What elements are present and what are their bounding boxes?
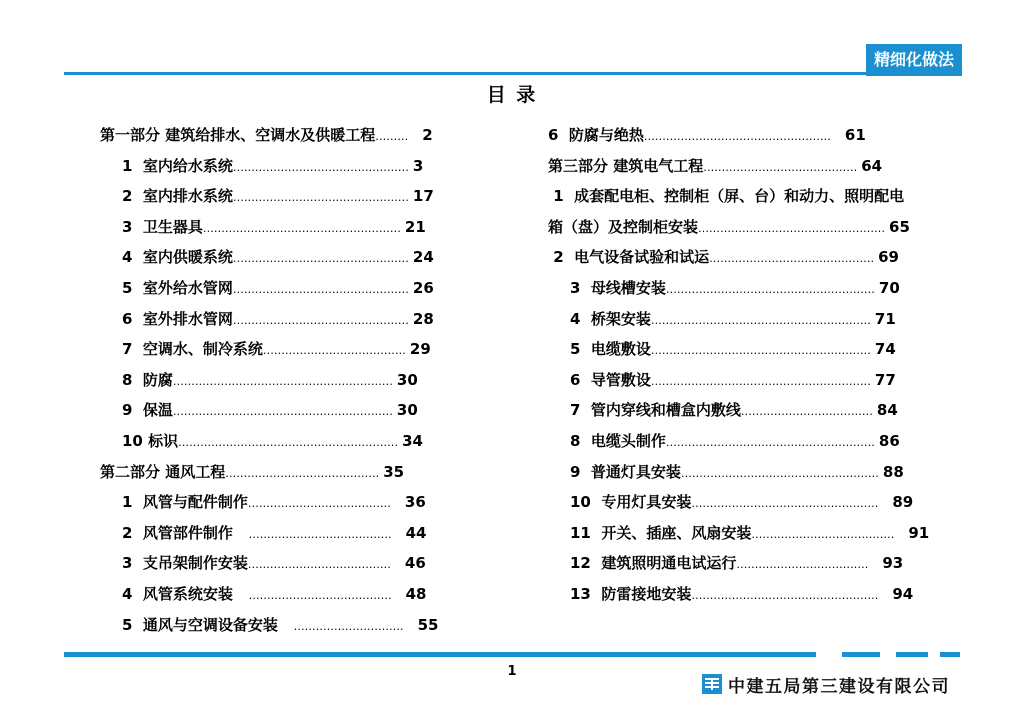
toc-entry-leader: ……………………………… xyxy=(740,405,873,419)
toc-entry xyxy=(100,120,500,151)
toc-entry xyxy=(548,334,978,365)
toc-entry xyxy=(100,365,500,396)
toc-entry xyxy=(548,242,978,273)
toc-entry-label: 5 电缆敷设 xyxy=(570,340,651,359)
toc-entry xyxy=(548,120,978,151)
toc-entry-label: 9 保温 xyxy=(122,401,173,420)
toc-entry-page: 26 xyxy=(412,278,434,297)
toc-entry-label: 5 通风与空调设备安装 xyxy=(122,615,294,634)
footer-rule-segment xyxy=(896,652,928,657)
toc-entry-label: 4 风管系统安装 xyxy=(122,584,249,603)
toc-entry xyxy=(100,457,500,488)
toc-entry-page: 55 xyxy=(417,615,439,634)
toc-entry-leader: ……… xyxy=(375,130,409,143)
toc-entry-leader: ………………………………………… xyxy=(232,282,409,296)
toc-entry-page: 48 xyxy=(405,584,427,603)
toc-entry xyxy=(100,610,500,641)
toc-entry xyxy=(100,395,500,426)
toc-entry-page: 88 xyxy=(882,462,904,481)
toc-entry-label: 2 电气设备试验和试运 xyxy=(548,248,710,267)
toc-entry-leader: ………………………… xyxy=(293,619,404,633)
toc-entry-page: 65 xyxy=(889,217,910,236)
page-number: 1 xyxy=(507,664,517,679)
toc-entry-label: 4 桥架安装 xyxy=(570,309,651,328)
toc-entry xyxy=(100,242,500,273)
toc-entry-label: 3 卫生器具 xyxy=(122,217,203,236)
toc-entry-label: 3 母线槽安装 xyxy=(570,278,666,297)
toc-entry-page: 30 xyxy=(396,370,418,389)
toc-entry-leader: ………………………………… xyxy=(247,497,391,511)
toc-entry-label: 8 防腐 xyxy=(122,370,173,389)
toc-entry xyxy=(100,579,500,610)
toc-entry xyxy=(548,548,978,579)
toc-entry-label: 7 管内穿线和槽盒内敷线 xyxy=(570,401,741,420)
toc-entry-label: 1 成套配电柜、控制柜（屏、台）和动力、照明配电 xyxy=(548,187,905,206)
toc-entry-page: 34 xyxy=(402,431,423,450)
toc-entry-label: 7 空调水、制冷系统 xyxy=(122,340,263,359)
toc-entry-page: 21 xyxy=(404,217,426,236)
toc-entry-leader: …………………………………… xyxy=(225,466,380,480)
toc-entry xyxy=(548,304,978,335)
footer-rule-segment xyxy=(940,652,960,657)
toc-entry-leader: ………………………………… xyxy=(248,527,392,541)
toc-entry-page: 70 xyxy=(878,278,900,297)
toc-entry-leader: ………………………………………… xyxy=(232,191,409,205)
toc-entry-label: 第二部分 通风工程 xyxy=(100,462,226,481)
toc-entry-page: 3 xyxy=(412,156,424,175)
toc-entry-label: 3 支吊架制作安装 xyxy=(122,554,248,573)
toc-entry xyxy=(548,426,978,457)
toc-entry xyxy=(100,426,500,457)
toc-entry-label: 6 导管敷设 xyxy=(570,370,651,389)
toc-entry-page: 17 xyxy=(412,187,434,206)
toc-entry xyxy=(548,151,978,182)
header-rule xyxy=(64,72,962,75)
toc-entry-leader: ………………………………… xyxy=(248,588,392,602)
toc-entry xyxy=(548,395,978,426)
toc-entry-leader: …………………………………………… xyxy=(691,588,879,602)
toc-entry-label: 1 风管与配件制作 xyxy=(122,493,248,512)
toc-entry-label: 10 专用灯具安装 xyxy=(570,493,692,512)
toc-entry-page: 64 xyxy=(861,156,883,175)
toc-entry-page: 24 xyxy=(412,248,434,267)
toc-entry xyxy=(548,518,978,549)
toc-entry-page: 2 xyxy=(422,126,433,144)
toc-entry-page: 46 xyxy=(404,554,426,573)
toc-entry-label: 4 室内供暖系统 xyxy=(122,248,233,267)
toc-entry-page: 84 xyxy=(876,401,898,420)
toc-entry-label: 5 室外给水管网 xyxy=(122,278,233,297)
toc-entry-leader: ………………………………………………… xyxy=(665,282,875,296)
toc-entry-label: 13 防雷接地安装 xyxy=(570,584,692,603)
toc-entry xyxy=(100,548,500,579)
toc-entry xyxy=(548,487,978,518)
toc-entry-leader: ……………………………… xyxy=(736,558,869,572)
toc-entry xyxy=(548,457,978,488)
toc-entry-page: 28 xyxy=(412,309,434,328)
footer-rule-segment xyxy=(842,652,880,657)
toc-entry-page: 93 xyxy=(882,554,904,573)
cscec-logo-icon xyxy=(702,674,722,694)
footer-rule xyxy=(64,652,816,657)
toc-entry xyxy=(100,487,500,518)
toc-entry-page: 30 xyxy=(396,401,418,420)
toc-entry-leader: ………………………………………… xyxy=(232,252,409,266)
toc-entry-page: 36 xyxy=(404,493,426,512)
toc-entry-page: 91 xyxy=(908,523,930,542)
toc-entry-page: 29 xyxy=(409,340,431,359)
section-badge: 精细化做法 xyxy=(866,44,962,76)
toc-entry-label: 箱（盘）及控制柜安装 xyxy=(548,217,699,236)
toc-entry xyxy=(548,579,978,610)
toc-entry xyxy=(548,181,978,212)
toc-entry-leader: …………………………………………………… xyxy=(650,344,871,358)
toc-entry-page: 69 xyxy=(878,248,899,267)
toc-entry-leader: ………………………………… xyxy=(751,527,895,541)
toc-entry-leader: ……………………………………… xyxy=(709,252,875,266)
toc-entry-leader: …………………………………………………… xyxy=(650,313,871,327)
toc-entry-page: 44 xyxy=(405,523,427,542)
toc-entry-leader: …………………………………………… xyxy=(691,497,879,511)
toc-entry-page: 35 xyxy=(383,462,405,481)
toc-entry-leader: ………………………………………………… xyxy=(665,435,875,449)
toc-entry-leader: …………………………………………………… xyxy=(178,435,399,449)
toc-entry-page: 94 xyxy=(892,584,914,603)
toc-entry-label: 第一部分 建筑给排水、空调水及供暖工程 xyxy=(100,126,376,144)
toc-entry-label: 12 建筑照明通电试运行 xyxy=(570,554,737,573)
toc-entry-leader: …………………………………………… xyxy=(698,221,886,235)
toc-entry-label: 6 防腐与绝热 xyxy=(548,126,644,144)
toc-entry-leader: …………………………………………… xyxy=(643,130,831,143)
toc-entry-label: 10 标识 xyxy=(122,431,179,450)
toc-entry-page: 89 xyxy=(892,493,914,512)
toc-entry-label: 11 开关、插座、风扇安装 xyxy=(570,523,752,542)
toc-entry xyxy=(100,518,500,549)
toc-entry xyxy=(100,273,500,304)
toc-entry xyxy=(100,304,500,335)
toc-entry-leader: ……………………………………………… xyxy=(680,466,879,480)
toc-entry xyxy=(100,334,500,365)
toc-entry-label: 6 室外排水管网 xyxy=(122,309,233,328)
toc-entry-page: 74 xyxy=(874,340,896,359)
toc-entry-label: 1 室内给水系统 xyxy=(122,156,233,175)
toc-entry-page: 61 xyxy=(844,126,866,144)
toc-entry-leader: ………………………………… xyxy=(247,558,391,572)
toc-entry-leader: …………………………………… xyxy=(703,160,858,174)
toc-entry-leader: …………………………………………………… xyxy=(172,374,393,388)
toc-entry xyxy=(548,273,978,304)
toc-right-column xyxy=(548,120,978,610)
toc-entry-label: 9 普通灯具安装 xyxy=(570,462,681,481)
toc-entry-page: 86 xyxy=(878,431,900,450)
toc-entry-label: 2 风管部件制作 xyxy=(122,523,249,542)
toc-entry-leader: ………………………………………… xyxy=(232,313,409,327)
toc-entry xyxy=(100,181,500,212)
toc-entry xyxy=(548,365,978,396)
toc-entry-leader: ………………………………… xyxy=(262,344,406,358)
toc-entry xyxy=(100,212,500,243)
toc-entry-label: 第三部分 建筑电气工程 xyxy=(548,156,704,175)
toc-entry-leader: ……………………………………………… xyxy=(202,221,401,235)
company-name: 中建五局第三建设有限公司 xyxy=(728,677,950,697)
toc-entry-page: 71 xyxy=(874,309,896,328)
toc-entry-page: 77 xyxy=(874,370,896,389)
toc-entry-leader: ………………………………………… xyxy=(232,160,409,174)
toc-entry xyxy=(548,212,978,243)
toc-entry-leader: …………………………………………………… xyxy=(650,374,871,388)
toc-entry-label: 8 电缆头制作 xyxy=(570,431,666,450)
toc-entry-label: 2 室内排水系统 xyxy=(122,187,233,206)
toc-entry-leader: …………………………………………………… xyxy=(172,405,393,419)
page-title: 目 录 xyxy=(486,84,538,106)
toc-left-column xyxy=(100,120,500,640)
toc-entry xyxy=(100,151,500,182)
